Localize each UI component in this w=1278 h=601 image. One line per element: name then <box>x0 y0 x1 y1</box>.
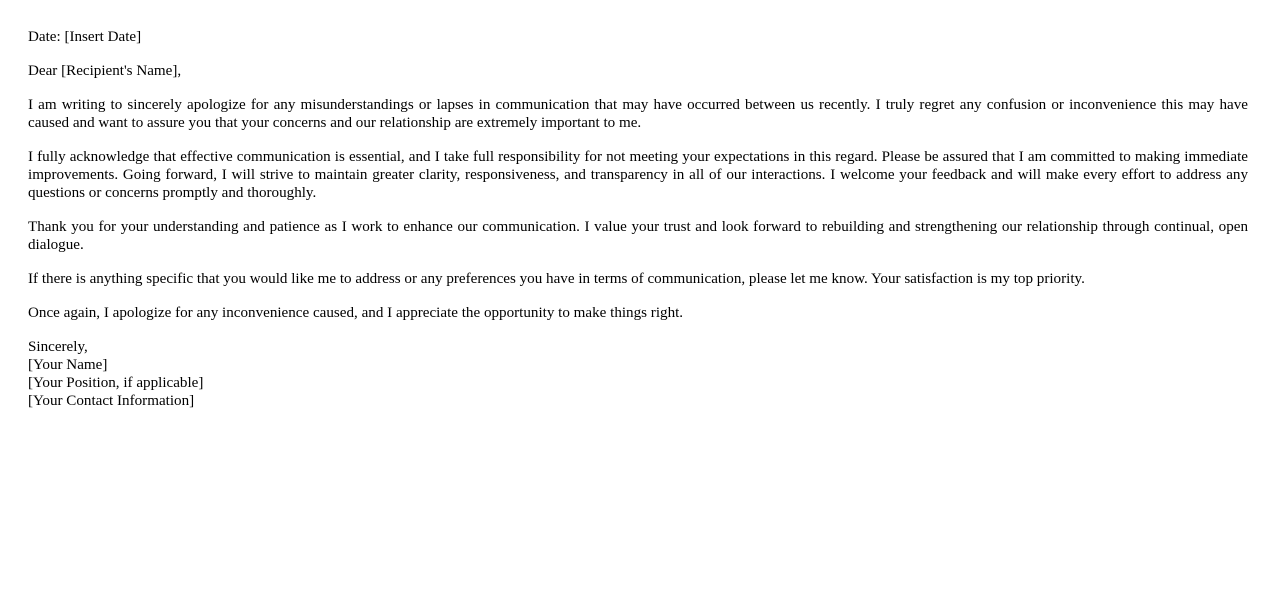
body-paragraph-1: I am writing to sincerely apologize for any misunderstandings or lapses in communication that may have occurred between us recently. I truly regret any confusion or inconvenience this may have caused and want to assure you that your concerns and our relationship are extremely important to me. <box>28 97 1248 131</box>
date-line: Date: [Insert Date] <box>28 29 142 45</box>
signature-name: [Your Name] <box>28 357 108 373</box>
signature-contact: [Your Contact Information] <box>28 393 195 409</box>
body-paragraph-2: I fully acknowledge that effective communication is essential, and I take full responsibility for not meeting your expectations in this regard. Please be assured that I am committed to making immediate improvements. Going forward, I will strive to maintain greater clarity, responsiveness, and transparency in all of our interactions. I welcome your feedback and will make every effort to address any questions or concerns promptly and thoroughly. <box>28 149 1248 201</box>
signature-position: [Your Position, if applicable] <box>28 375 204 391</box>
closing: Sincerely, <box>28 339 88 355</box>
body-paragraph-5: Once again, I apologize for any inconvenience caused, and I appreciate the opportunity to make things right. <box>28 305 684 321</box>
salutation: Dear [Recipient's Name], <box>28 63 182 79</box>
body-paragraph-3: Thank you for your understanding and patience as I work to enhance our communication. I value your trust and look forward to rebuilding and strengthening our relationship through continual, open dialogue. <box>28 219 1248 253</box>
signature-block <box>28 338 1248 410</box>
body-paragraph-4: If there is anything specific that you would like me to address or any preferences you have in terms of communication, please let me know. Your satisfaction is my top priority. <box>28 271 1085 287</box>
